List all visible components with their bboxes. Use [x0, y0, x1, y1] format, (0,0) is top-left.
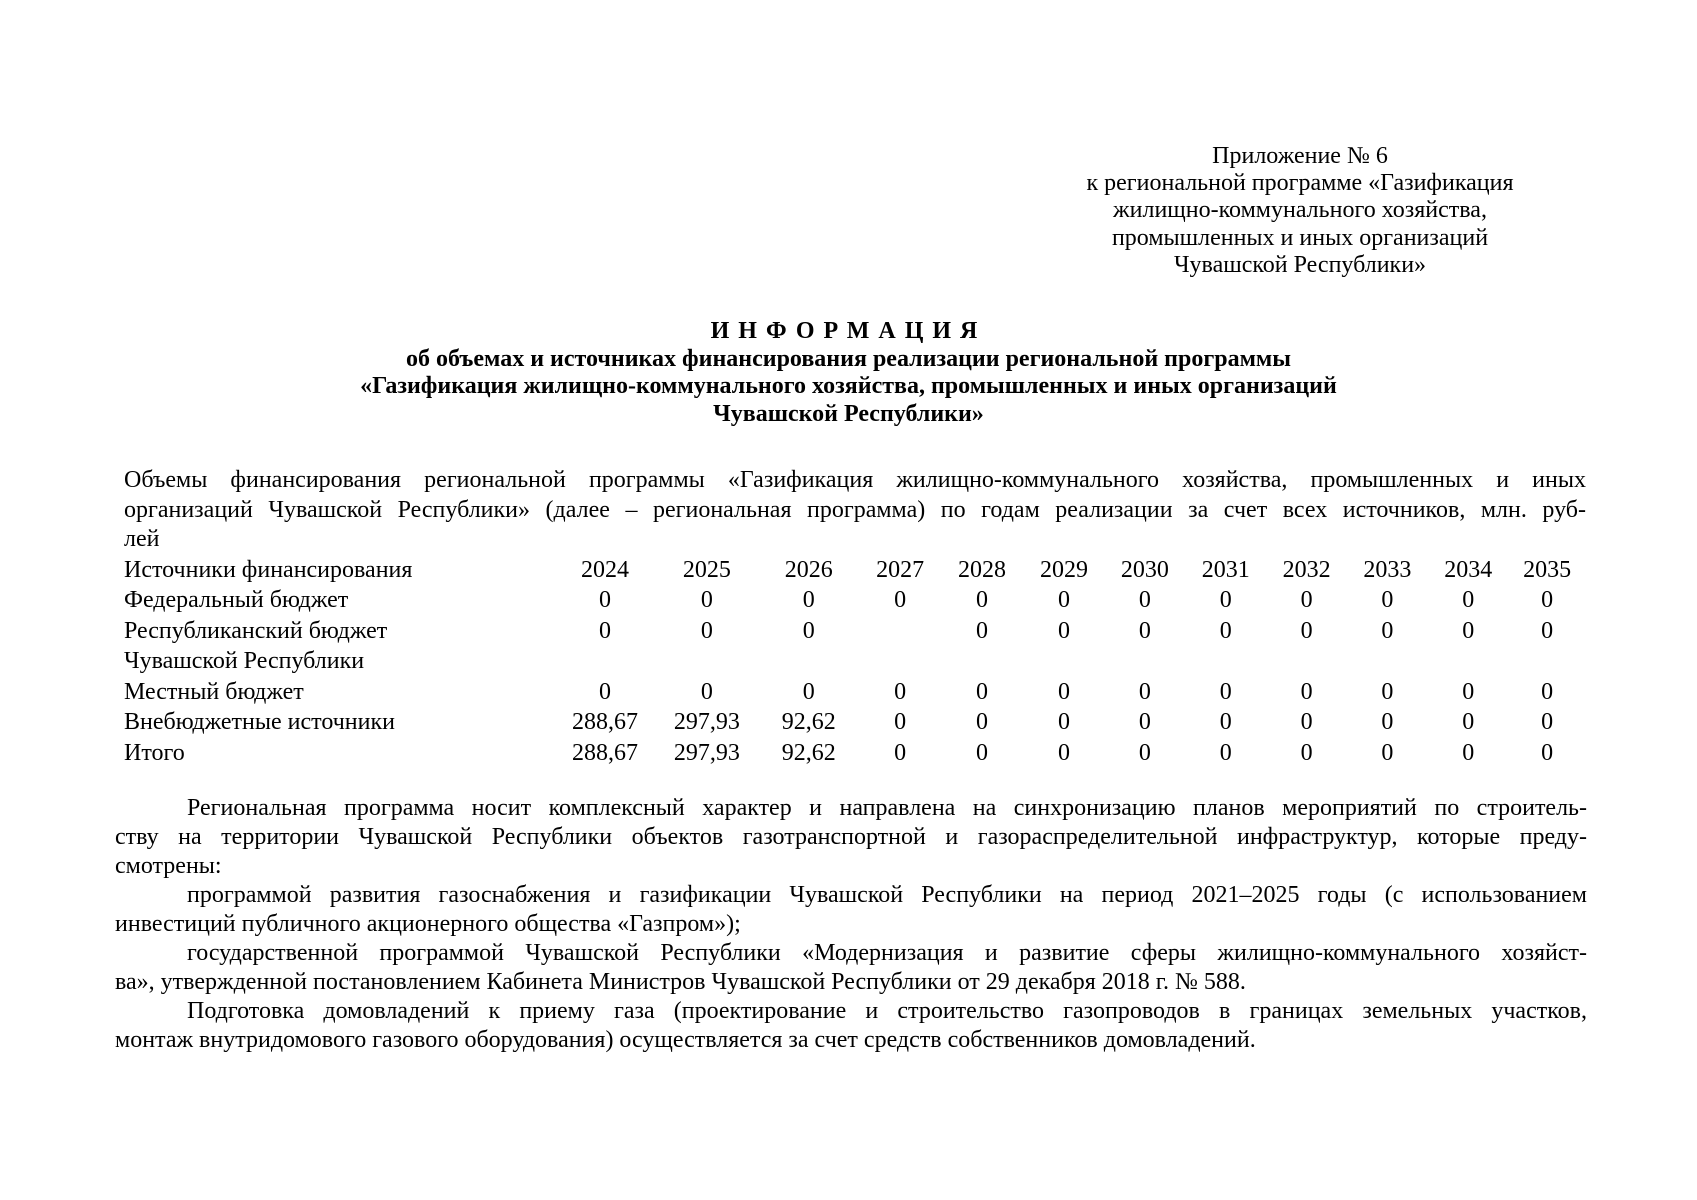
- row-value: 0: [1300, 587, 1313, 613]
- row-value: 0: [599, 617, 612, 644]
- row-value: 0: [599, 587, 612, 613]
- row-value-empty: [1267, 646, 1347, 677]
- financing-table: [124, 555, 1586, 769]
- row-value: [859, 616, 941, 647]
- row-value: 0: [1462, 617, 1475, 644]
- body-line: Подготовка домовладений к приему газа (проектирование и строительство газопроводов в границах земельных участков,: [187, 998, 1587, 1024]
- row-value: 0: [1057, 587, 1070, 613]
- row-source-label: Республиканский бюджет: [124, 617, 388, 644]
- row-value: 0: [1541, 709, 1554, 735]
- header-year: 2030: [1120, 556, 1169, 583]
- row-value: 0: [894, 739, 907, 766]
- row-value: 0: [802, 587, 815, 613]
- row-value: 0: [1138, 587, 1151, 613]
- row-value: 0: [1541, 587, 1554, 613]
- row-value: 0: [1541, 678, 1554, 705]
- row-source-label: Федеральный бюджет: [124, 587, 349, 613]
- body-line: ва», утвержденной постановлением Кабинета Министров Чувашской Республики от 29 декабря 2018 г. № 588.: [115, 969, 1246, 995]
- row-value: 0: [1381, 739, 1394, 766]
- row-value: 0: [894, 709, 907, 735]
- row-value: 92,62: [781, 739, 836, 766]
- row-value-empty: [941, 646, 1023, 677]
- row-value-empty: [1508, 646, 1586, 677]
- appendix-header: [1080, 143, 1520, 279]
- row-value-empty: [1346, 646, 1428, 677]
- table-row: [124, 707, 1586, 738]
- row-value: 0: [802, 617, 815, 644]
- row-value: 0: [1300, 739, 1313, 766]
- row-value: 0: [1219, 678, 1232, 705]
- row-value-empty: [859, 646, 941, 677]
- row-value: 0: [1057, 709, 1070, 735]
- row-source-label: Чувашской Республики: [124, 648, 365, 674]
- header-year: 2035: [1523, 556, 1572, 583]
- row-value: 0: [599, 678, 612, 705]
- financing-intro-line: лей: [124, 526, 160, 552]
- header-year: 2033: [1363, 556, 1412, 583]
- financing-intro-line: организаций Чувашской Республики» (далее – региональная программа) по годам реализации за счет всех источников, млн. руб-: [124, 496, 1586, 523]
- header-year: 2029: [1039, 556, 1088, 583]
- row-value: 0: [1300, 678, 1313, 705]
- row-value-empty: [1185, 646, 1267, 677]
- body-line: ству на территории Чувашской Республики объектов газотранспортной и газораспределительной инфраструктур, которые преду-: [115, 824, 1587, 850]
- row-value: 0: [802, 678, 815, 705]
- row-value: 0: [1381, 678, 1394, 705]
- row-value-empty: [1023, 646, 1105, 677]
- title-line: об объемах и источниках финансирования реализации региональной программы: [405, 345, 1292, 372]
- row-value: 0: [1138, 709, 1151, 735]
- appendix-line: Приложение № 6: [1212, 143, 1388, 169]
- row-value: 0: [894, 678, 907, 705]
- row-value: 0: [1219, 739, 1232, 766]
- body-line: государственной программой Чувашской Республики «Модернизация и развитие сферы жилищно-коммунального хозяйст-: [187, 940, 1587, 966]
- header-source-label: Источники финансирования: [124, 556, 413, 583]
- row-value: 0: [1219, 709, 1232, 735]
- row-value: 0: [976, 739, 989, 766]
- row-value: 92,62: [781, 709, 836, 735]
- body-paragraph: [115, 997, 1587, 1055]
- row-value-empty: [758, 646, 859, 677]
- row-value: 0: [1381, 709, 1394, 735]
- row-value: 0: [1541, 739, 1554, 766]
- appendix-line: жилищно-коммунального хозяйства,: [1113, 197, 1487, 224]
- financing-intro: [124, 466, 1586, 555]
- title-line: «Газификация жилищно-коммунального хозяйства, промышленных и иных организаций: [360, 373, 1337, 399]
- table-header-row: [124, 555, 1586, 586]
- row-source-label: Итого: [124, 739, 185, 766]
- row-value: 0: [1057, 739, 1070, 766]
- row-value: 0: [1462, 739, 1475, 766]
- row-value: 0: [1462, 678, 1475, 705]
- row-value-empty: [555, 646, 656, 677]
- row-value: 0: [976, 709, 989, 735]
- row-value: 0: [976, 587, 989, 613]
- body-paragraph: [115, 881, 1587, 939]
- header-year: 2031: [1201, 556, 1250, 583]
- row-value: 0: [700, 587, 713, 613]
- row-value: 297,93: [673, 709, 740, 735]
- row-value: 0: [1138, 617, 1151, 644]
- row-value: 0: [1300, 617, 1313, 644]
- row-value: 0: [700, 617, 713, 644]
- body-text: [115, 794, 1587, 1055]
- row-value: 0: [1057, 617, 1070, 644]
- financing-table-body: [124, 555, 1586, 769]
- financing-intro-line: Объемы финансирования региональной программы «Газификация жилищно-коммунального хозяйства, промышленных и иных: [124, 467, 1586, 493]
- row-value: 0: [1138, 739, 1151, 766]
- row-value: 288,67: [572, 739, 639, 766]
- header-year: 2028: [958, 556, 1007, 583]
- header-year: 2026: [784, 556, 833, 583]
- row-value: 0: [1381, 617, 1394, 644]
- body-line: инвестиций публичного акционерного общества «Газпром»);: [115, 911, 741, 937]
- row-value: 0: [1381, 587, 1394, 613]
- row-value-empty: [655, 646, 758, 677]
- row-value: 0: [1300, 709, 1313, 735]
- header-year: 2027: [876, 556, 925, 583]
- table-row: [124, 738, 1586, 769]
- appendix-line: промышленных и иных организаций: [1111, 224, 1489, 251]
- row-value: 0: [1541, 617, 1554, 644]
- header-year: 2025: [682, 556, 731, 583]
- row-value: 0: [1462, 587, 1475, 613]
- row-value: 0: [1219, 617, 1232, 644]
- title-heading: ИНФОРМАЦИЯ: [710, 318, 987, 344]
- row-value: 0: [1462, 709, 1475, 735]
- row-value: 0: [1057, 678, 1070, 705]
- row-value-empty: [1105, 646, 1185, 677]
- header-year: 2034: [1444, 556, 1493, 583]
- row-source-label: Местный бюджет: [124, 678, 304, 705]
- row-value: 0: [894, 587, 907, 613]
- table-row: [124, 616, 1586, 647]
- body-line: программой развития газоснабжения и газификации Чувашской Республики на период 2021–2025 годы (с использованием: [187, 882, 1587, 908]
- appendix-line: к региональной программе «Газификация: [1086, 170, 1514, 197]
- table-row: [124, 677, 1586, 708]
- row-value: 0: [976, 617, 989, 644]
- title-line: Чувашской Республики»: [713, 400, 984, 427]
- row-value: 0: [700, 678, 713, 705]
- row-value: 297,93: [673, 739, 740, 766]
- header-year: 2024: [581, 556, 630, 583]
- row-value: 0: [976, 678, 989, 705]
- body-line: Региональная программа носит комплексный характер и направлена на синхронизацию планов мероприятий по строитель-: [187, 795, 1587, 821]
- table-row: [124, 585, 1586, 616]
- document-title: [150, 318, 1547, 428]
- header-year: 2032: [1282, 556, 1331, 583]
- row-value: 0: [1138, 678, 1151, 705]
- body-line: монтаж внутридомового газового оборудования) осуществляется за счет средств собственников домовладений.: [115, 1027, 1256, 1053]
- table-row: [124, 646, 1586, 677]
- body-line: смотрены:: [115, 853, 222, 879]
- row-value: 0: [1219, 587, 1232, 613]
- row-value: 288,67: [572, 709, 639, 735]
- body-paragraph: [115, 794, 1587, 881]
- appendix-line: Чувашской Республики»: [1173, 251, 1427, 278]
- body-paragraph: [115, 939, 1587, 997]
- financing-section: [124, 466, 1586, 768]
- row-value-empty: [1428, 646, 1508, 677]
- row-source-label: Внебюджетные источники: [124, 709, 395, 735]
